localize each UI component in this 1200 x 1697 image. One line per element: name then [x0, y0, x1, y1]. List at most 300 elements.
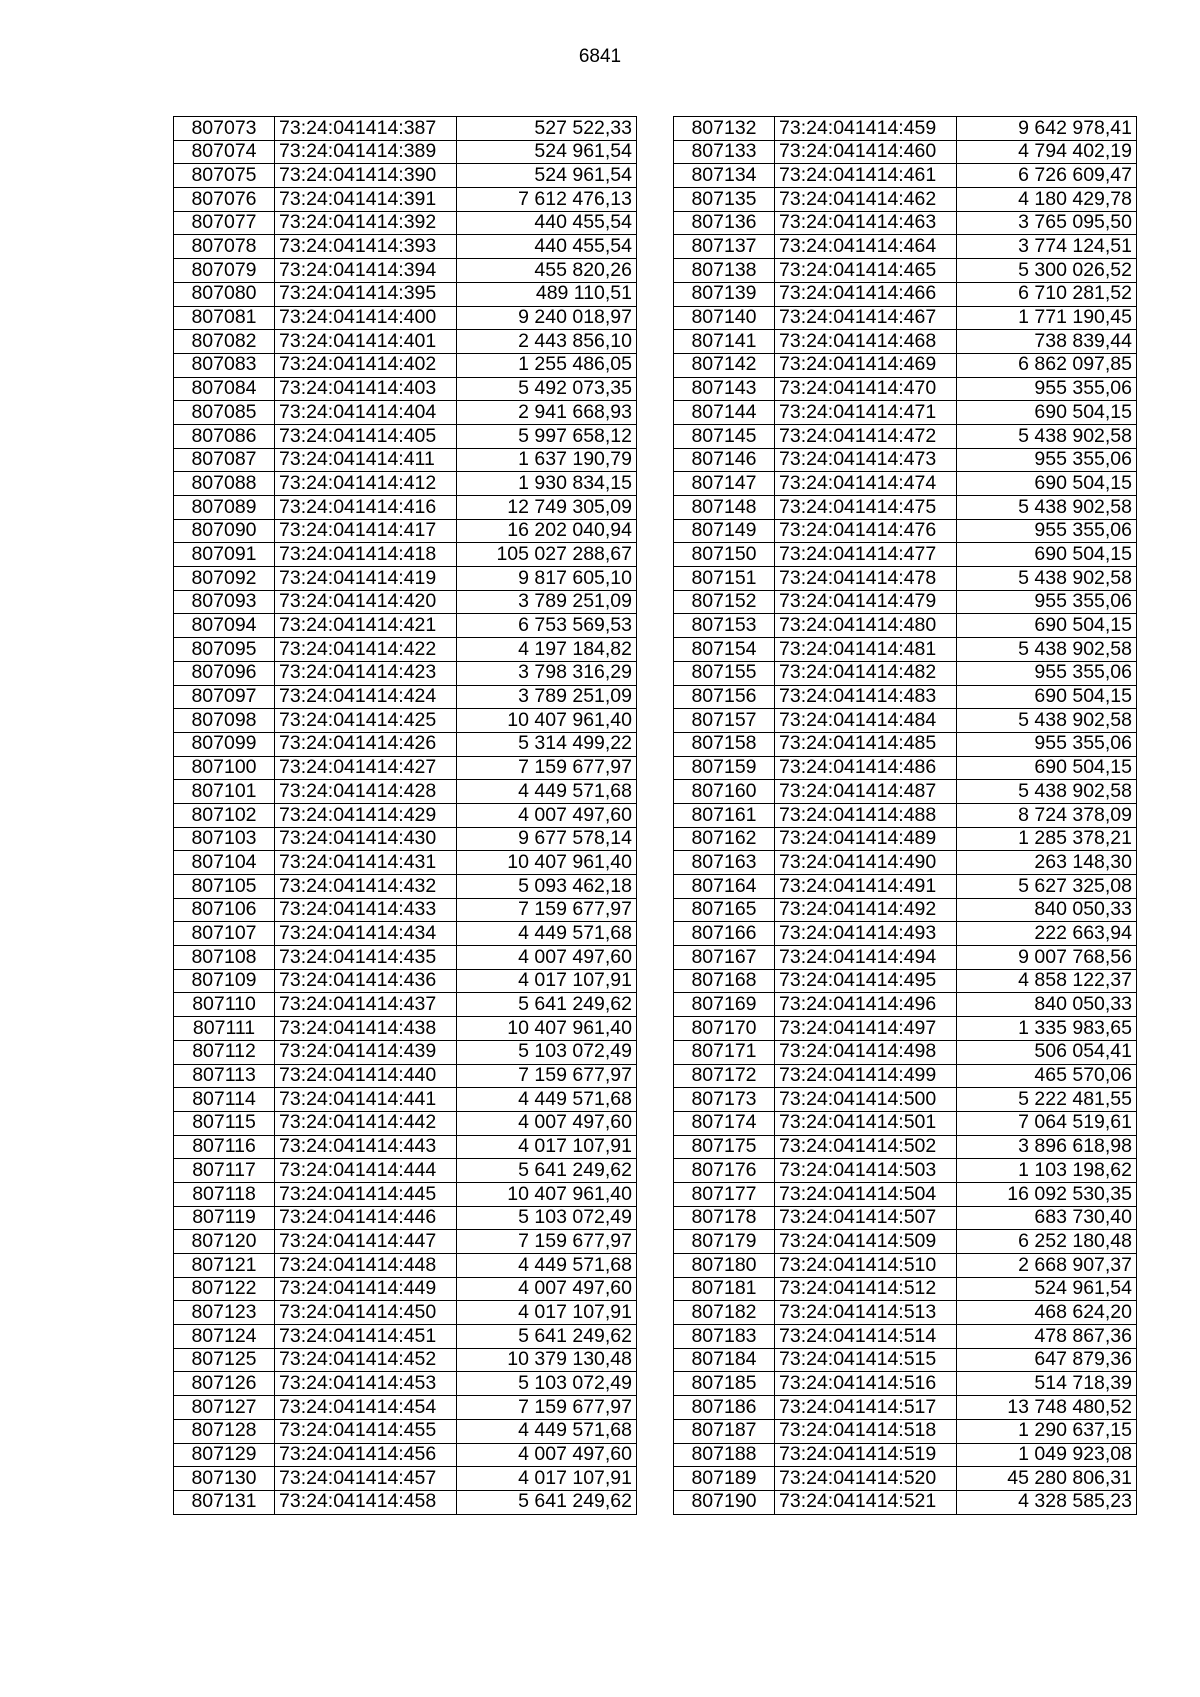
record-number-cell: 807141	[674, 330, 775, 354]
table-row	[174, 1277, 637, 1301]
amount-cell: 440 455,54	[457, 235, 637, 259]
record-number-cell: 807176	[674, 1159, 775, 1183]
amount-cell: 3 896 618,98	[957, 1135, 1137, 1159]
table-row	[174, 567, 637, 591]
amount-cell: 105 027 288,67	[457, 543, 637, 567]
cadastral-number-cell: 73:24:041414:464	[775, 235, 957, 259]
table-row	[174, 614, 637, 638]
record-number-cell: 807127	[174, 1396, 275, 1420]
cadastral-number-cell: 73:24:041414:455	[275, 1419, 457, 1443]
table-row	[674, 1182, 1137, 1206]
amount-cell: 6 252 180,48	[957, 1230, 1137, 1254]
table-row	[674, 567, 1137, 591]
amount-cell: 16 092 530,35	[957, 1182, 1137, 1206]
table-row	[674, 1325, 1137, 1349]
cadastral-number-cell: 73:24:041414:489	[775, 827, 957, 851]
cadastral-number-cell: 73:24:041414:418	[275, 543, 457, 567]
table-row	[674, 898, 1137, 922]
table-row	[174, 1443, 637, 1467]
table-row	[174, 401, 637, 425]
record-number-cell: 807163	[674, 851, 775, 875]
amount-cell: 647 879,36	[957, 1348, 1137, 1372]
page-number: 6841	[578, 46, 622, 67]
table-row	[674, 732, 1137, 756]
cadastral-number-cell: 73:24:041414:427	[275, 756, 457, 780]
record-number-cell: 807134	[674, 164, 775, 188]
amount-cell: 1 285 378,21	[957, 827, 1137, 851]
record-number-cell: 807177	[674, 1182, 775, 1206]
record-number-cell: 807115	[174, 1111, 275, 1135]
amount-cell: 4 449 571,68	[457, 922, 637, 946]
cadastral-number-cell: 73:24:041414:456	[275, 1443, 457, 1467]
cadastral-number-cell: 73:24:041414:443	[275, 1135, 457, 1159]
record-number-cell: 807150	[674, 543, 775, 567]
cadastral-number-cell: 73:24:041414:428	[275, 780, 457, 804]
amount-cell: 6 753 569,53	[457, 614, 637, 638]
table-row	[674, 946, 1137, 970]
amount-cell: 1 049 923,08	[957, 1443, 1137, 1467]
record-number-cell: 807073	[174, 117, 275, 141]
amount-cell: 6 726 609,47	[957, 164, 1137, 188]
amount-cell: 690 504,15	[957, 401, 1137, 425]
record-number-cell: 807084	[174, 377, 275, 401]
cadastral-number-cell: 73:24:041414:480	[775, 614, 957, 638]
record-number-cell: 807140	[674, 306, 775, 330]
table-row	[674, 448, 1137, 472]
cadastral-number-cell: 73:24:041414:471	[775, 401, 957, 425]
record-number-cell: 807130	[174, 1467, 275, 1491]
record-number-cell: 807106	[174, 898, 275, 922]
cadastral-number-cell: 73:24:041414:503	[775, 1159, 957, 1183]
table-row	[674, 306, 1137, 330]
cadastral-number-cell: 73:24:041414:517	[775, 1396, 957, 1420]
record-number-cell: 807077	[174, 211, 275, 235]
table-row	[674, 1088, 1137, 1112]
cadastral-number-cell: 73:24:041414:501	[775, 1111, 957, 1135]
record-number-cell: 807082	[174, 330, 275, 354]
amount-cell: 527 522,33	[457, 117, 637, 141]
amount-cell: 9 642 978,41	[957, 117, 1137, 141]
table-row	[674, 614, 1137, 638]
record-number-cell: 807159	[674, 756, 775, 780]
cadastral-number-cell: 73:24:041414:473	[775, 448, 957, 472]
record-number-cell: 807098	[174, 709, 275, 733]
cadastral-number-cell: 73:24:041414:431	[275, 851, 457, 875]
table-row	[674, 259, 1137, 283]
table-row	[674, 969, 1137, 993]
table-row	[174, 732, 637, 756]
table-row	[674, 1254, 1137, 1278]
amount-cell: 840 050,33	[957, 993, 1137, 1017]
cadastral-number-cell: 73:24:041414:430	[275, 827, 457, 851]
table-row	[674, 1230, 1137, 1254]
table-row	[174, 1396, 637, 1420]
cadastral-number-cell: 73:24:041414:463	[775, 211, 957, 235]
table-row	[674, 188, 1137, 212]
cadastral-number-cell: 73:24:041414:470	[775, 377, 957, 401]
cadastral-number-cell: 73:24:041414:451	[275, 1325, 457, 1349]
amount-cell: 5 997 658,12	[457, 424, 637, 448]
amount-cell: 3 765 095,50	[957, 211, 1137, 235]
table-row	[674, 1135, 1137, 1159]
amount-cell: 45 280 806,31	[957, 1467, 1137, 1491]
amount-cell: 1 771 190,45	[957, 306, 1137, 330]
cadastral-number-cell: 73:24:041414:444	[275, 1159, 457, 1183]
record-number-cell: 807175	[674, 1135, 775, 1159]
table-row	[174, 1254, 637, 1278]
amount-cell: 690 504,15	[957, 756, 1137, 780]
cadastral-number-cell: 73:24:041414:416	[275, 496, 457, 520]
table-row	[674, 496, 1137, 520]
table-row	[174, 117, 637, 141]
record-number-cell: 807079	[174, 259, 275, 283]
table-row	[174, 780, 637, 804]
record-number-cell: 807187	[674, 1419, 775, 1443]
record-number-cell: 807165	[674, 898, 775, 922]
record-number-cell: 807136	[674, 211, 775, 235]
amount-cell: 514 718,39	[957, 1372, 1137, 1396]
table-row	[674, 875, 1137, 899]
amount-cell: 4 017 107,91	[457, 1301, 637, 1325]
cadastral-number-cell: 73:24:041414:450	[275, 1301, 457, 1325]
record-number-cell: 807178	[674, 1206, 775, 1230]
amount-cell: 4 007 497,60	[457, 803, 637, 827]
amount-cell: 955 355,06	[957, 377, 1137, 401]
record-number-cell: 807149	[674, 519, 775, 543]
amount-cell: 465 570,06	[957, 1064, 1137, 1088]
table-row	[174, 1490, 637, 1514]
record-number-cell: 807111	[174, 1017, 275, 1041]
amount-cell: 7 159 677,97	[457, 1230, 637, 1254]
table-row	[674, 117, 1137, 141]
cadastral-number-cell: 73:24:041414:494	[775, 946, 957, 970]
cadastral-number-cell: 73:24:041414:465	[775, 259, 957, 283]
table-row	[174, 1135, 637, 1159]
amount-cell: 12 749 305,09	[457, 496, 637, 520]
table-row	[174, 259, 637, 283]
cadastral-number-cell: 73:24:041414:492	[775, 898, 957, 922]
cadastral-number-cell: 73:24:041414:434	[275, 922, 457, 946]
amount-cell: 1 103 198,62	[957, 1159, 1137, 1183]
amount-cell: 5 438 902,58	[957, 424, 1137, 448]
table-row	[174, 1301, 637, 1325]
table-row	[174, 1325, 637, 1349]
record-number-cell: 807080	[174, 282, 275, 306]
amount-cell: 10 407 961,40	[457, 851, 637, 875]
table-row	[674, 780, 1137, 804]
amount-cell: 1 930 834,15	[457, 472, 637, 496]
table-row	[674, 685, 1137, 709]
amount-cell: 10 407 961,40	[457, 1182, 637, 1206]
table-row	[674, 1206, 1137, 1230]
record-number-cell: 807157	[674, 709, 775, 733]
amount-cell: 7 159 677,97	[457, 756, 637, 780]
record-number-cell: 807117	[174, 1159, 275, 1183]
table-row	[174, 685, 637, 709]
record-number-cell: 807092	[174, 567, 275, 591]
cadastral-number-cell: 73:24:041414:477	[775, 543, 957, 567]
cadastral-number-cell: 73:24:041414:475	[775, 496, 957, 520]
record-number-cell: 807135	[674, 188, 775, 212]
amount-cell: 10 407 961,40	[457, 1017, 637, 1041]
record-number-cell: 807188	[674, 1443, 775, 1467]
cadastral-number-cell: 73:24:041414:462	[775, 188, 957, 212]
table-row	[674, 1443, 1137, 1467]
table-row	[674, 401, 1137, 425]
record-number-cell: 807182	[674, 1301, 775, 1325]
record-number-cell: 807137	[674, 235, 775, 259]
record-number-cell: 807158	[674, 732, 775, 756]
cadastral-number-cell: 73:24:041414:442	[275, 1111, 457, 1135]
cadastral-number-cell: 73:24:041414:472	[775, 424, 957, 448]
amount-cell: 5 641 249,62	[457, 1490, 637, 1514]
cadastral-number-cell: 73:24:041414:478	[775, 567, 957, 591]
record-number-cell: 807155	[674, 661, 775, 685]
table-row	[174, 1159, 637, 1183]
table-row	[674, 638, 1137, 662]
amount-cell: 4 197 184,82	[457, 638, 637, 662]
table-row	[174, 709, 637, 733]
amount-cell: 10 379 130,48	[457, 1348, 637, 1372]
cadastral-number-cell: 73:24:041414:425	[275, 709, 457, 733]
record-number-cell: 807076	[174, 188, 275, 212]
record-number-cell: 807112	[174, 1040, 275, 1064]
cadastral-number-cell: 73:24:041414:402	[275, 353, 457, 377]
table-row	[174, 1182, 637, 1206]
cadastral-number-cell: 73:24:041414:436	[275, 969, 457, 993]
table-row	[674, 472, 1137, 496]
record-number-cell: 807153	[674, 614, 775, 638]
amount-cell: 840 050,33	[957, 898, 1137, 922]
amount-cell: 506 054,41	[957, 1040, 1137, 1064]
table-row	[674, 1301, 1137, 1325]
cadastral-number-cell: 73:24:041414:438	[275, 1017, 457, 1041]
cadastral-number-cell: 73:24:041414:392	[275, 211, 457, 235]
amount-cell: 2 941 668,93	[457, 401, 637, 425]
cadastral-number-cell: 73:24:041414:389	[275, 140, 457, 164]
record-number-cell: 807088	[174, 472, 275, 496]
cadastral-number-cell: 73:24:041414:440	[275, 1064, 457, 1088]
amount-cell: 955 355,06	[957, 519, 1137, 543]
table-row	[174, 353, 637, 377]
table-row	[674, 756, 1137, 780]
record-number-cell: 807171	[674, 1040, 775, 1064]
amount-cell: 6 710 281,52	[957, 282, 1137, 306]
cadastral-number-cell: 73:24:041414:460	[775, 140, 957, 164]
amount-cell: 690 504,15	[957, 472, 1137, 496]
amount-cell: 3 789 251,09	[457, 685, 637, 709]
cadastral-number-cell: 73:24:041414:483	[775, 685, 957, 709]
amount-cell: 4 449 571,68	[457, 1254, 637, 1278]
cadastral-number-cell: 73:24:041414:497	[775, 1017, 957, 1041]
amount-cell: 683 730,40	[957, 1206, 1137, 1230]
cadastral-number-cell: 73:24:041414:487	[775, 780, 957, 804]
cadastral-number-cell: 73:24:041414:445	[275, 1182, 457, 1206]
record-number-cell: 807139	[674, 282, 775, 306]
table-row	[674, 1111, 1137, 1135]
record-number-cell: 807104	[174, 851, 275, 875]
table-row	[174, 1230, 637, 1254]
cadastral-number-cell: 73:24:041414:457	[275, 1467, 457, 1491]
cadastral-number-cell: 73:24:041414:485	[775, 732, 957, 756]
record-number-cell: 807168	[674, 969, 775, 993]
table-row	[174, 1088, 637, 1112]
table-row	[174, 1467, 637, 1491]
cadastral-number-cell: 73:24:041414:507	[775, 1206, 957, 1230]
amount-cell: 4 007 497,60	[457, 1443, 637, 1467]
record-number-cell: 807146	[674, 448, 775, 472]
table-row	[174, 1040, 637, 1064]
record-number-cell: 807162	[674, 827, 775, 851]
amount-cell: 455 820,26	[457, 259, 637, 283]
cadastral-number-cell: 73:24:041414:422	[275, 638, 457, 662]
cadastral-number-cell: 73:24:041414:452	[275, 1348, 457, 1372]
cadastral-number-cell: 73:24:041414:514	[775, 1325, 957, 1349]
amount-cell: 2 668 907,37	[957, 1254, 1137, 1278]
table-row	[674, 851, 1137, 875]
cadastral-number-cell: 73:24:041414:448	[275, 1254, 457, 1278]
record-number-cell: 807096	[174, 661, 275, 685]
cadastral-number-cell: 73:24:041414:500	[775, 1088, 957, 1112]
cadastral-number-cell: 73:24:041414:469	[775, 353, 957, 377]
cadastral-number-cell: 73:24:041414:479	[775, 590, 957, 614]
cadastral-number-cell: 73:24:041414:502	[775, 1135, 957, 1159]
amount-cell: 4 007 497,60	[457, 946, 637, 970]
cadastral-number-cell: 73:24:041414:482	[775, 661, 957, 685]
cadastral-number-cell: 73:24:041414:468	[775, 330, 957, 354]
cadastral-number-cell: 73:24:041414:476	[775, 519, 957, 543]
cadastral-number-cell: 73:24:041414:447	[275, 1230, 457, 1254]
cadastral-number-cell: 73:24:041414:493	[775, 922, 957, 946]
record-number-cell: 807091	[174, 543, 275, 567]
record-number-cell: 807108	[174, 946, 275, 970]
cadastral-number-cell: 73:24:041414:510	[775, 1254, 957, 1278]
table-row	[174, 993, 637, 1017]
cadastral-number-cell: 73:24:041414:403	[275, 377, 457, 401]
table-row	[674, 590, 1137, 614]
amount-cell: 5 093 462,18	[457, 875, 637, 899]
cadastral-number-cell: 73:24:041414:520	[775, 1467, 957, 1491]
amount-cell: 5 492 073,35	[457, 377, 637, 401]
amount-cell: 524 961,54	[457, 140, 637, 164]
record-number-cell: 807133	[674, 140, 775, 164]
table-row	[674, 661, 1137, 685]
cadastral-number-cell: 73:24:041414:467	[775, 306, 957, 330]
table-row	[674, 1064, 1137, 1088]
cadastral-number-cell: 73:24:041414:509	[775, 1230, 957, 1254]
record-number-cell: 807151	[674, 567, 775, 591]
amount-cell: 5 438 902,58	[957, 567, 1137, 591]
record-number-cell: 807086	[174, 424, 275, 448]
table-row	[174, 448, 637, 472]
amount-cell: 222 663,94	[957, 922, 1137, 946]
cadastral-number-cell: 73:24:041414:521	[775, 1490, 957, 1514]
record-number-cell: 807087	[174, 448, 275, 472]
cadastral-number-cell: 73:24:041414:441	[275, 1088, 457, 1112]
table-row	[174, 1348, 637, 1372]
cadastral-number-cell: 73:24:041414:518	[775, 1419, 957, 1443]
cadastral-number-cell: 73:24:041414:394	[275, 259, 457, 283]
table-row	[674, 1277, 1137, 1301]
table-row	[674, 330, 1137, 354]
record-number-cell: 807116	[174, 1135, 275, 1159]
table-row	[674, 543, 1137, 567]
record-number-cell: 807125	[174, 1348, 275, 1372]
amount-cell: 7 064 519,61	[957, 1111, 1137, 1135]
record-number-cell: 807090	[174, 519, 275, 543]
table-row	[674, 1159, 1137, 1183]
record-number-cell: 807164	[674, 875, 775, 899]
cadastral-number-cell: 73:24:041414:421	[275, 614, 457, 638]
table-row	[174, 1419, 637, 1443]
record-number-cell: 807179	[674, 1230, 775, 1254]
table-row	[174, 590, 637, 614]
table-row	[174, 638, 637, 662]
amount-cell: 4 794 402,19	[957, 140, 1137, 164]
record-number-cell: 807089	[174, 496, 275, 520]
cadastral-number-cell: 73:24:041414:439	[275, 1040, 457, 1064]
record-number-cell: 807138	[674, 259, 775, 283]
amount-cell: 955 355,06	[957, 590, 1137, 614]
amount-cell: 738 839,44	[957, 330, 1137, 354]
cadastral-number-cell: 73:24:041414:401	[275, 330, 457, 354]
table-row	[174, 969, 637, 993]
amount-cell: 468 624,20	[957, 1301, 1137, 1325]
amount-cell: 5 438 902,58	[957, 496, 1137, 520]
record-number-cell: 807113	[174, 1064, 275, 1088]
table-row	[174, 827, 637, 851]
amount-cell: 4 007 497,60	[457, 1277, 637, 1301]
amount-cell: 9 677 578,14	[457, 827, 637, 851]
amount-cell: 440 455,54	[457, 211, 637, 235]
table-row	[174, 306, 637, 330]
record-number-cell: 807181	[674, 1277, 775, 1301]
table-row	[174, 1372, 637, 1396]
record-number-cell: 807118	[174, 1182, 275, 1206]
record-number-cell: 807075	[174, 164, 275, 188]
cadastral-number-cell: 73:24:041414:437	[275, 993, 457, 1017]
cadastral-number-cell: 73:24:041414:411	[275, 448, 457, 472]
table-row	[174, 282, 637, 306]
record-number-cell: 807154	[674, 638, 775, 662]
cadastral-number-cell: 73:24:041414:404	[275, 401, 457, 425]
record-number-cell: 807085	[174, 401, 275, 425]
cadastral-number-cell: 73:24:041414:459	[775, 117, 957, 141]
cadastral-number-cell: 73:24:041414:393	[275, 235, 457, 259]
record-number-cell: 807122	[174, 1277, 275, 1301]
cadastral-number-cell: 73:24:041414:420	[275, 590, 457, 614]
table-row	[174, 1111, 637, 1135]
table-row	[674, 1348, 1137, 1372]
record-number-cell: 807142	[674, 353, 775, 377]
table-row	[174, 424, 637, 448]
amount-cell: 5 314 499,22	[457, 732, 637, 756]
amount-cell: 690 504,15	[957, 543, 1137, 567]
record-number-cell: 807185	[674, 1372, 775, 1396]
record-number-cell: 807161	[674, 803, 775, 827]
record-number-cell: 807105	[174, 875, 275, 899]
amount-cell: 955 355,06	[957, 448, 1137, 472]
record-number-cell: 807143	[674, 377, 775, 401]
amount-cell: 1 335 983,65	[957, 1017, 1137, 1041]
amount-cell: 5 641 249,62	[457, 1159, 637, 1183]
record-number-cell: 807173	[674, 1088, 775, 1112]
record-number-cell: 807078	[174, 235, 275, 259]
record-number-cell: 807128	[174, 1419, 275, 1443]
table-row	[174, 922, 637, 946]
cadastral-number-cell: 73:24:041414:432	[275, 875, 457, 899]
amount-cell: 478 867,36	[957, 1325, 1137, 1349]
